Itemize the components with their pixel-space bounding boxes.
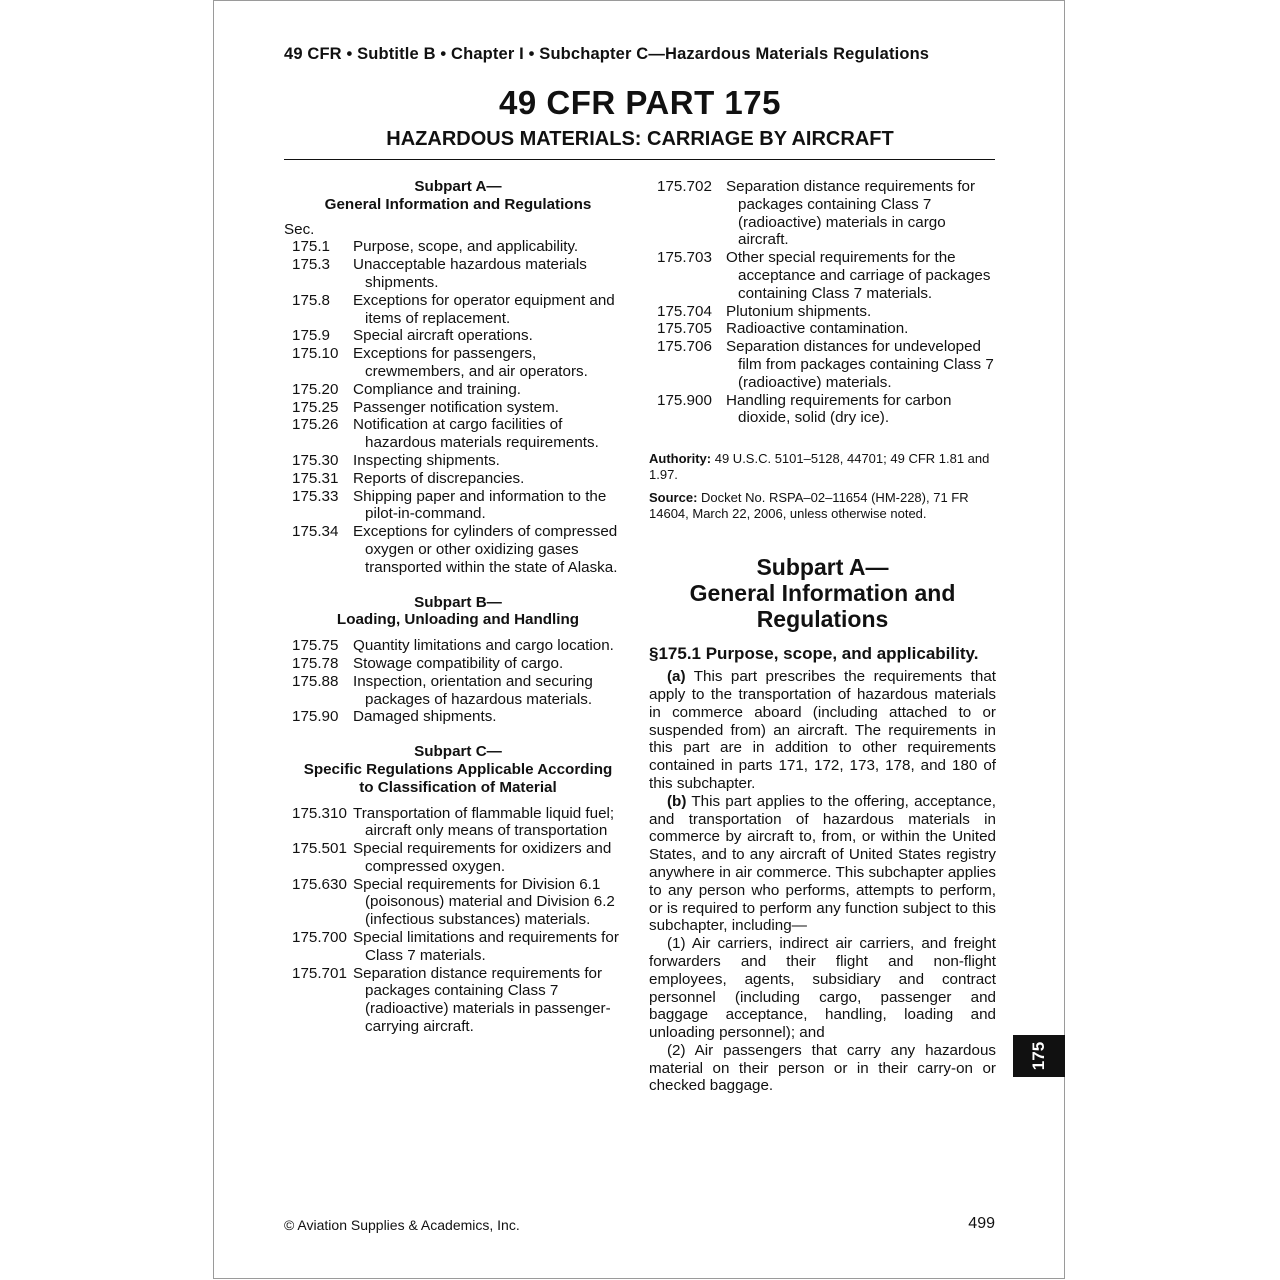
toc-entry-number: 175.310 [292,804,347,822]
toc-entry-title: Shipping paper and information to the pilot-in-command. [353,487,607,523]
toc-entry [649,249,996,302]
toc-entry-number: 175.31 [292,469,339,487]
toc-entry-title: Stowage compatibility of cargo. [353,654,564,672]
title-rule [284,159,995,160]
toc-entry-number: 175.700 [292,929,347,947]
toc-entry-title: Purpose, scope, and applicability. [353,238,579,256]
paragraph-label: (b) [667,792,687,810]
toc-entry [284,381,632,399]
body-subpart-heading: Subpart A— General Information and Regulations [689,554,956,633]
toc-entry [284,452,632,470]
subpart-c-heading: Subpart C— Specific Regulations Applicable According to Classification of Material [303,743,613,796]
toc-entry-title: Exceptions for cylinders of compressed oxygen or other oxidizing gases transported within the state of Alaska. [353,523,618,576]
toc-subpart-b [284,637,632,726]
paragraph-text: (2) Air passengers that carry any hazardous material on their person or in their carry-on or checked baggage. [649,1041,996,1095]
toc-subpart-c-continued [649,178,996,427]
toc-entry-number: 175.10 [292,345,339,363]
toc-entry-number: 175.702 [657,178,712,195]
toc-entry-title: Special limitations and requirements for Class 7 materials. [353,929,619,964]
toc-entry-number: 175.501 [292,840,347,858]
toc-entry-title: Separation distance requirements for packages containing Class 7 (radioactive) materials in passenger-carrying aircraft. [353,964,611,1036]
toc-entry [284,637,632,655]
section-175-1-heading: §175.1 Purpose, scope, and applicability. [649,644,979,664]
toc-entry [284,655,632,673]
paragraph-text: (1) Air carriers, indirect air carriers, and freight forwarders and their flight and non-flight employees, agents, subsidiary and contract personnel (including cargo, passenger and baggage acceptance, handling, loading and unloading personnel); and [649,935,996,1042]
authority-note: Authority: 49 U.S.C. 5101–5128, 44701; 49 CFR 1.81 and 1.97. [649,451,990,483]
toc-entry [649,338,996,391]
body-paragraph [649,668,996,793]
toc-subpart-a [284,238,632,576]
toc-entry [284,327,632,345]
toc-entry-title: Exceptions for operator equipment and items of replacement. [353,291,615,327]
part-subtitle: HAZARDOUS MATERIALS: CARRIAGE BY AIRCRAFT [386,128,894,150]
toc-entry-number: 175.34 [292,523,339,541]
toc-entry-number: 175.703 [657,249,712,267]
toc-entry-number: 175.90 [292,708,339,726]
toc-entry-title: Inspecting shipments. [353,451,500,469]
toc-entry-title: Reports of discrepancies. [353,469,525,487]
toc-entry-number: 175.8 [292,291,331,309]
toc-entry [284,805,632,841]
toc-entry [284,399,632,417]
toc-entry-number: 175.630 [292,875,347,893]
toc-entry-title: Special requirements for oxidizers and compressed oxygen. [353,840,612,875]
toc-entry [284,416,632,452]
toc-entry [649,320,996,338]
toc-entry-number: 175.25 [292,398,339,416]
toc-entry-title: Damaged shipments. [353,708,497,726]
toc-entry [284,292,632,328]
source-note: Source: Docket No. RSPA–02–11654 (HM-228), 71 FR 14604, March 22, 2006, unless otherwise noted. [649,490,969,522]
toc-entry [284,708,632,726]
toc-entry-number: 175.75 [292,637,339,655]
body-paragraph [649,935,996,1042]
toc-entry-title: Unacceptable hazardous materials shipments. [353,256,587,291]
thumb-tab [1013,1035,1065,1077]
toc-entry-title: Notification at cargo facilities of hazardous materials requirements. [353,416,599,452]
toc-entry-number: 175.3 [292,256,331,274]
paragraph-label: (a) [667,668,686,686]
toc-entry-title: Other special requirements for the acceptance and carriage of packages containing Class 7 materials. [726,249,991,302]
toc-entry-number: 175.1 [292,238,331,256]
toc-entry-title: Exceptions for passengers, crewmembers, and air operators. [353,345,588,380]
toc-subpart-c [284,805,632,1036]
toc-entry-title: Special requirements for Division 6.1 (poisonous) material and Division 6.2 (infectious substances) materials. [353,875,615,929]
toc-entry-title: Inspection, orientation and securing packages of hazardous materials. [353,672,593,708]
toc-entry [284,523,632,576]
toc-entry-title: Special aircraft operations. [353,327,533,345]
toc-entry-title: Passenger notification system. [353,398,559,416]
toc-entry [284,840,632,876]
toc-entry [284,673,632,709]
toc-entry [284,345,632,381]
paragraph-text: This part prescribes the requirements that apply to the transportation of hazardous materials in commerce aboard (including attached to or suspended from) an aircraft. The requirements in this part are in addition to other requirements contained in parts 171, 172, 173, 178, and 180 of this subchapter. [649,668,996,792]
paragraph-text: This part applies to the offering, acceptance, and transportation of hazardous materials in commerce by aircraft to, from, or within the United States, and to any aircraft of United States registry anywhere in air commerce. This subchapter applies to any person who performs, attempts to perform, or is required to perform any function subject to this subchapter, including— [649,792,996,935]
page-number: 499 [968,1215,995,1232]
toc-entry [649,303,996,321]
toc-entry [649,178,996,249]
toc-entry-title: Separation distances for undeveloped film from packages containing Class 7 (radioactive) materials. [726,338,994,391]
toc-left-column [284,178,632,1036]
sec-label: Sec. [284,220,315,238]
toc-entry-title: Separation distance requirements for packages containing Class 7 (radioactive) materials in cargo aircraft. [726,178,976,249]
toc-entry [284,965,632,1036]
toc-entry [284,876,632,929]
toc-entry-number: 175.704 [657,302,712,320]
body-paragraph [649,1042,996,1095]
toc-entry-number: 175.705 [657,320,712,338]
toc-entry [284,470,632,488]
toc-entry [284,929,632,965]
section-175-1-body [649,668,996,1095]
part-title: 49 CFR PART 175 [499,84,781,121]
right-column [649,178,996,1095]
running-head: 49 CFR • Subtitle B • Chapter I • Subchapter C—Hazardous Materials Regulations [284,45,930,63]
toc-entry-number: 175.701 [292,964,347,982]
toc-entry-number: 175.900 [657,391,712,409]
toc-entry-title: Compliance and training. [353,380,522,398]
toc-entry [649,392,996,428]
toc-entry-title: Radioactive contamination. [726,320,909,338]
copyright-footer: © Aviation Supplies & Academics, Inc. [284,1217,520,1233]
thumb-tab-label: 175 [1029,1041,1048,1071]
body-paragraph [649,793,996,935]
toc-entry-number: 175.78 [292,654,339,672]
toc-entry-number: 175.706 [657,338,712,356]
toc-entry-number: 175.9 [292,327,331,345]
toc-entry-title: Transportation of flammable liquid fuel; aircraft only means of transportation [353,804,615,840]
toc-entry [284,238,632,256]
toc-entry-title: Plutonium shipments. [726,302,872,320]
toc-entry-number: 175.20 [292,380,339,398]
toc-entry [284,488,632,524]
subpart-b-heading: Subpart B— Loading, Unloading and Handling [336,593,580,629]
toc-entry-number: 175.30 [292,451,339,469]
subpart-a-heading: Subpart A— General Information and Regulations [324,178,592,213]
toc-entry-title: Handling requirements for carbon dioxide, solid (dry ice). [726,391,952,427]
toc-entry-title: Quantity limitations and cargo location. [353,637,614,655]
toc-entry-number: 175.33 [292,487,339,505]
toc-entry [284,256,632,292]
toc-entry-number: 175.26 [292,416,339,434]
toc-entry-number: 175.88 [292,672,339,690]
